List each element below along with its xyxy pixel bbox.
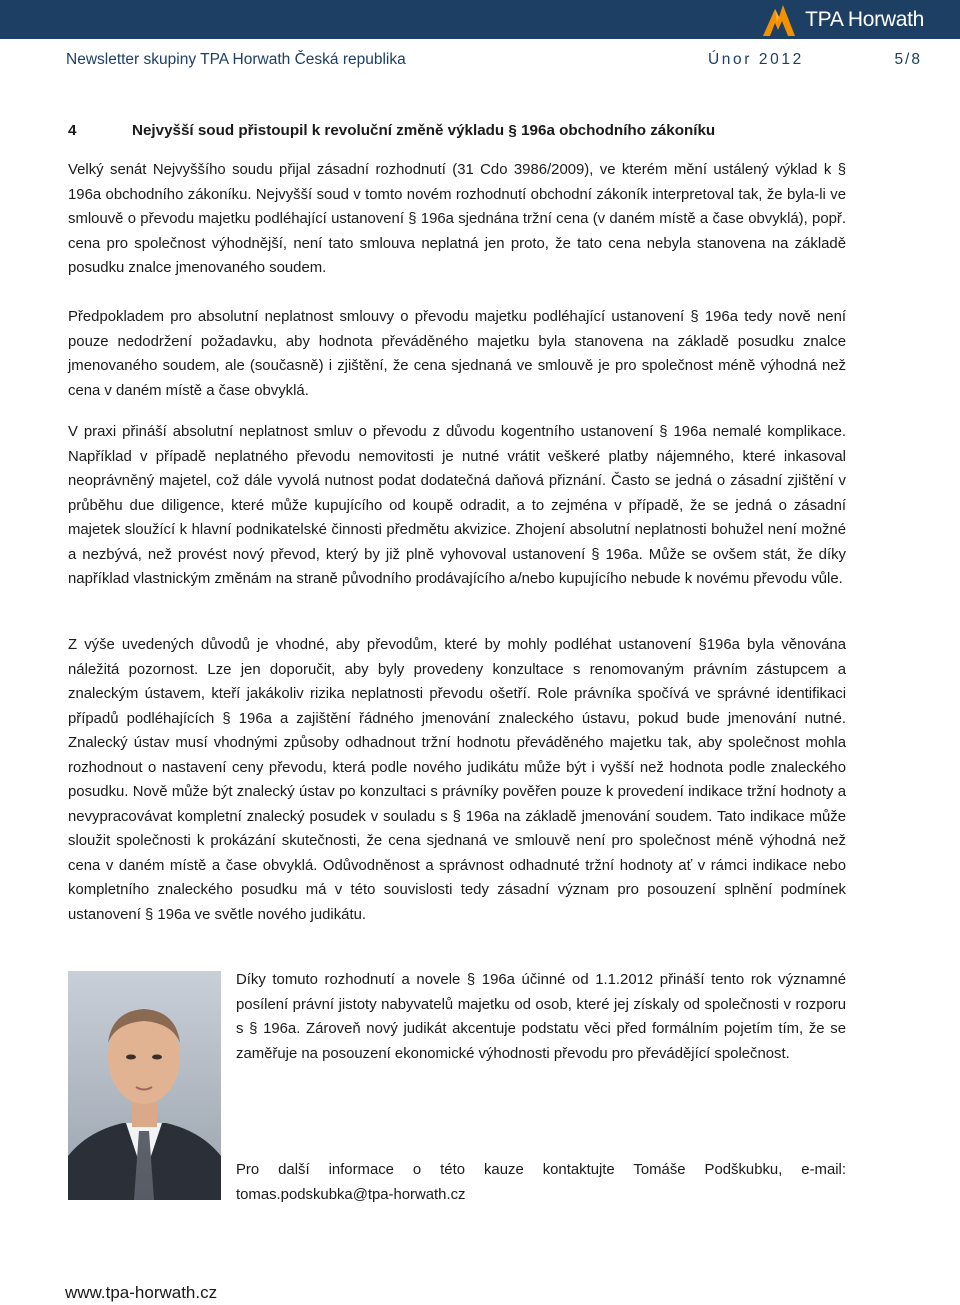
running-header bbox=[66, 51, 922, 73]
footer-website: www.tpa-horwath.cz bbox=[65, 1283, 218, 1302]
paragraph-5: Díky tomuto rozhodnutí a novele § 196a účinné od 1.1.2012 přináší tento rok významné posílení právní jistoty nabyvatelů majetku od osob, které jej získaly od společnosti v rozporu s § 196a. Zároveň nový judikát akcentuje podstatu věci před formálním pojetím tím, že se zaměřuje na posouzení ekonomické výhodnosti převodu pro převádějící společnost. bbox=[236, 972, 846, 1062]
contact-paragraph: Pro další informace o této kauze kontaktujte Tomáše Podškubku, e-mail: tomas.podskubka@tpa-horwath.cz bbox=[236, 1162, 846, 1203]
paragraph-1: Velký senát Nejvyššího soudu přijal zásadní rozhodnutí (31 Cdo 3986/2009), ve kterém mění ustálený výklad k § 196a obchodního zákoníku. Nejvyšší soud v tomto novém rozhodnutí obchodní zákoník interpretoval tak, že byla-li ve smlouvě o převodu majetku podléhající ustanovení § 196a sjednána tržní cena (v daném místě a čase obvyklá), popř. cena pro společnost výhodnější, není tato smlouva neplatná jen proto, že tato cena nebyla stanovena na základě posudku znalce jmenovaného soudem. bbox=[68, 162, 846, 276]
contact-portrait-photo bbox=[68, 971, 221, 1200]
section-title: Nejvyšší soud přistoupil k revoluční změně výkladu § 196a obchodního zákoníku bbox=[132, 122, 716, 139]
paragraph-4: Z výše uvedených důvodů je vhodné, aby převodům, které by mohly podléhat ustanovení §196a byla věnována náležitá pozornost. Lze jen doporučit, aby byly provedeny konzultace s renomovaným právním zástupcem a znaleckým ústavem, kteří jakákoliv rizika neplatnosti převodu ošetří. Role právníka spočívá ve správné identifikaci případů podléhajících § 196a a zajištění řádného jmenování znaleckého ústavu, pokud bude jmenování nutné. Znalecký ústav musí vhodnými způsoby odhadnout tržní hodnotu převáděného majetku tak, aby společnost mohla rozhodnout o nastavení ceny převodu, která podle nového judikátu může být i vyšší než hodnota podle znaleckého posudku. Nově může být znalecký ústav po konzultaci s právníky pověřen pouze k provedení indikace tržní hodnoty a nevypracovávat kompletní znalecký posudek v souladu s § 196a na základě jmenování soudem. Tato indikace může sloužit společnosti k prokázání skutečnosti, že cena sjednaná ve smlouvě není pro společnost méně výhodná než cena v daném místě a čase obvyklá. Odůvodněnost a správnost odhadnuté tržní hodnoty ať v rámci indikace nebo kompletního znaleckého posudku má v této souvislosti tedy zásadní význam pro posouzení splnění podmínek ustanovení § 196a ve světle nového judikátu. bbox=[68, 637, 846, 923]
paragraph-2: Předpokladem pro absolutní neplatnost smlouvy o převodu majetku podléhající ustanovení § 196a tedy nově není pouze nedodržení požadavku, aby hodnota převáděného majetku byla stanovena na základě posudku znalce jmenovaného soudem, ale (současně) i zjištění, že cena sjednaná ve smlouvě je pro společnost méně výhodná než cena v daném místě a čase obvyklá. bbox=[68, 309, 846, 399]
flame-logo-icon bbox=[761, 3, 797, 37]
logo-text: TPA Horwath bbox=[805, 8, 924, 31]
page-number: 5/8 bbox=[894, 51, 922, 68]
brand-bar bbox=[0, 0, 960, 39]
paragraph-3: V praxi přináší absolutní neplatnost smluv o převodu z důvodu kogentního ustanovení § 196a nemalé komplikace. Například v případě neplatného převodu nemovitosti je nutné vrátit veškeré platby nájemného, které inkasoval neoprávněný majetel, což dále vyvolá nutnost podat dodatečná daňová přiznání. Často se jedná o zásadní zjištění v průběhu due diligence, které může kupujícího od koupě odradit, a to zejména v případě, že se jedná o zásadní majetek sloužící k hlavní podnikatelské činnosti předmětu akvizice. Zhojení absolutní neplatnosti bohužel není možné a nezbývá, než provést nový převod, který by již plně vyhovoval ustanovení § 196a. Může se ovšem stát, že díky například vlastnickým změnám na straně původního prodávajícího a/nebo kupujícího nebude k novému převodu vůle. bbox=[68, 424, 846, 587]
section-number: 4 bbox=[68, 122, 77, 139]
newsletter-title: Newsletter skupiny TPA Horwath Česká republika bbox=[66, 51, 406, 68]
issue-date: Únor 2012 bbox=[708, 51, 804, 68]
tpa-horwath-logo bbox=[761, 3, 924, 37]
